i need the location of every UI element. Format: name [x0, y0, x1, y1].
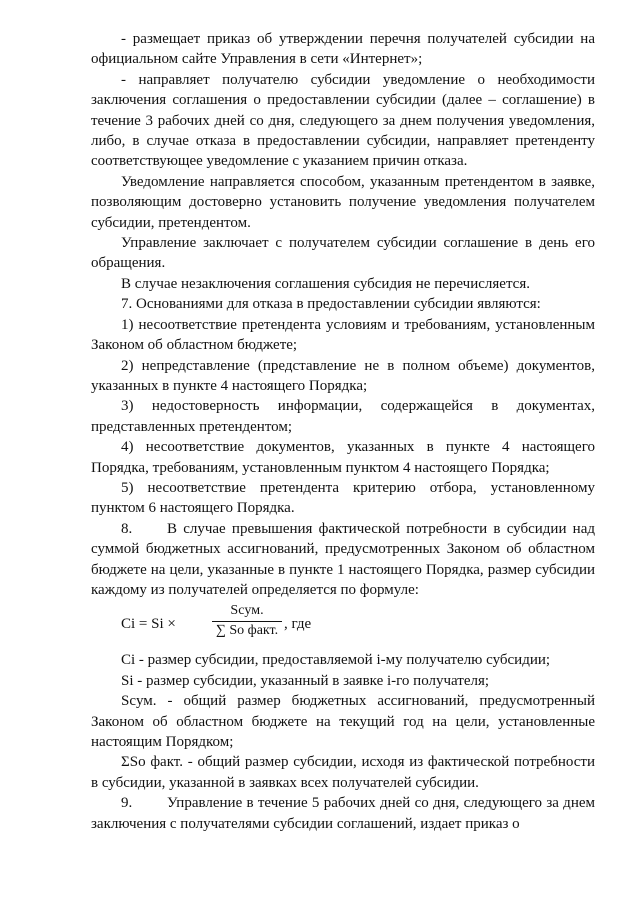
section-number: 9.: [121, 795, 133, 812]
formula-numerator: Scум.: [212, 602, 282, 622]
list-item: 1) несоответствие претендента условиям и требованиям, установленным Законом об областном бюджете;: [91, 316, 595, 354]
formula-fraction: [212, 602, 282, 640]
paragraph: - направляет получателю субсидии уведомление о необходимости заключения соглашения о предоставлении субсидии (далее – соглашение) в течение 3 рабочих дней со дня, следующего за днем получения уведомления, либо, в случае отказа в предоставлении субсидии, направляет претенденту соответствующее уведомление с указанием причин отказа.: [91, 71, 595, 170]
list-item: 4) несоответствие документов, указанных в пункте 4 настоящего Порядка, требованиям, установленным пунктом 4 настоящего Порядка;: [91, 439, 595, 476]
list-item: 2) непредставление (представление не в полном объеме) документов, указанных в пункте 4 настоящего Порядка;: [91, 357, 595, 394]
formula-right: , где: [284, 616, 312, 633]
formula-denominator: ∑ So факт.: [215, 623, 279, 639]
section-number: 8.: [121, 520, 133, 537]
subsidy-formula: [121, 602, 595, 646]
formula-left: Ci = Si ×: [121, 616, 176, 633]
formula-definition: Ci - размер субсидии, предоставляемой i-му получателю субсидии;: [121, 652, 551, 669]
paragraph: - размещает приказ об утверждении перечня получателей субсидии на официальном сайте Управления в сети «Интернет»;: [91, 31, 595, 68]
section-heading-7: 7. Основаниями для отказа в предоставлении субсидии являются:: [121, 296, 541, 313]
section-9: [91, 793, 595, 834]
document-body: [91, 29, 595, 834]
formula-definition: Scум. - общий размер бюджетных ассигнований, предусмотренный Законом об областном бюджете на текущий год на цели, установленные настоящим Порядком;: [91, 693, 595, 750]
section-8: [91, 519, 595, 601]
list-item: 5) несоответствие претендента критерию отбора, установленному пунктом 6 настоящего Порядка.: [91, 479, 595, 517]
section-text: Управление в течение 5 рабочих дней со дня, следующего за днем заключения с получателями субсидии соглашений, издает приказ о: [91, 795, 595, 832]
list-item: 3) недостоверность информации, содержащейся в документах, представленных претендентом;: [91, 398, 595, 435]
section-text: В случае превышения фактической потребности в субсидии над суммой бюджетных ассигнований, предусмотренных Законом об областном бюджете на цели, указанные в пункте 1 настоящего Порядка, размер субсидии каждому из получателей определяется по формуле:: [91, 520, 595, 598]
paragraph: Управление заключает с получателем субсидии соглашение в день его обращения.: [91, 235, 595, 272]
formula-definition: ΣSo факт. - общий размер субсидии, исходя из фактической потребности в субсидии, указанной в заявках всех получателей субсидии.: [91, 754, 595, 791]
paragraph: Уведомление направляется способом, указанным претендентом в заявке, позволяющим достоверно установить получение уведомления получателем субсидии, претендентом.: [91, 173, 595, 231]
formula-definition: Si - размер субсидии, указанный в заявке i-го получателя;: [121, 672, 490, 689]
paragraph: В случае незаключения соглашения субсидия не перечисляется.: [121, 275, 530, 292]
